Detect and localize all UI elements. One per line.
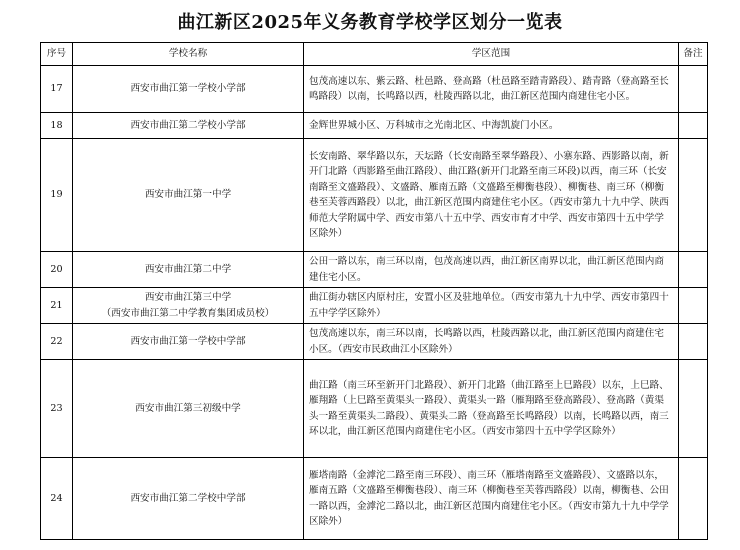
row-note	[679, 66, 708, 113]
row-no: 18	[41, 113, 73, 139]
row-no: 22	[41, 324, 73, 360]
row-no: 21	[41, 288, 73, 324]
row-area: 公田一路以东，南三环以南，包茂高速以西，曲江新区南界以北，曲江新区范围内商建住宅小区。	[304, 252, 679, 288]
row-no: 24	[41, 458, 73, 540]
row-area: 长安南路、翠华路以东，天坛路（长安南路至翠华路段）、小寨东路、西影路以南，新开门北路（西影路至曲江路段）、曲江路(新开门北路至南三环段)以西，南三环（长安南路至文盛路段）、文盛路、雁南五路（文盛路至柳衡巷段）、柳衡巷、南三环（柳衡巷至芙蓉西路段）以北，曲江新区范围内商建住宅小区。（西安市第九十九中学、陕西师范大学附属中学、西安市第八十五中学、西安市育才中学、西安市第四十五中学学区除外）	[304, 139, 679, 252]
row-area: 曲江街办辖区内原村庄，安置小区及驻地单位。（西安市第九十九中学、西安市第四十五中学学区除外）	[304, 288, 679, 324]
row-area: 包茂高速以东，南三环以南，长鸣路以西，杜陵西路以北，曲江新区范围内商建住宅小区。（西安市民政曲江小区除外）	[304, 324, 679, 360]
table-row	[41, 360, 708, 458]
document-title: 曲江新区2025年义务教育学校学区划分一览表	[177, 12, 563, 33]
row-note	[679, 113, 708, 139]
row-school: 西安市曲江第三中学	[144, 292, 232, 303]
row-school: 西安市曲江第一学校小学部	[73, 66, 304, 113]
table-row	[41, 66, 708, 113]
table-row	[41, 113, 708, 139]
row-no: 17	[41, 66, 73, 113]
header-area: 学区范围	[304, 43, 679, 66]
row-area: 包茂高速以东、紫云路、杜邑路、登高路（杜邑路至踏青路段）、踏青路（登高路至长鸣路段）以南，长鸣路以西，杜陵西路以北，曲江新区范围内商建住宅小区。	[304, 66, 679, 113]
row-school-affiliation: （西安市曲江第二中学教育集团成员校）	[101, 307, 275, 319]
table-row	[41, 324, 708, 360]
row-school-group	[73, 288, 304, 324]
row-school: 西安市曲江第二学校小学部	[73, 113, 304, 139]
row-school: 西安市曲江第三初级中学	[73, 360, 304, 458]
table-row	[41, 139, 708, 252]
row-school: 西安市曲江第二中学	[73, 252, 304, 288]
row-school: 西安市曲江第二学校中学部	[73, 458, 304, 540]
table-row	[41, 288, 708, 324]
row-note	[679, 288, 708, 324]
row-school: 西安市曲江第一学校中学部	[73, 324, 304, 360]
header-no: 序号	[41, 43, 73, 66]
table-row	[41, 458, 708, 540]
row-note	[679, 458, 708, 540]
row-note	[679, 324, 708, 360]
row-area: 雁塔南路（金滹沱二路至南三环段）、南三环（雁塔南路至文盛路段）、文盛路以东，雁南五路（文盛路至柳衡巷段）、南三环（柳衡巷至芙蓉西路段）以南，柳衡巷、公田一路以西，金滹沱二路以北，曲江新区范围内商建住宅小区。（西安市第九十九中学学区除外）	[304, 458, 679, 540]
school-district-table	[40, 42, 708, 540]
row-area: 金辉世界城小区、万科城市之光南北区、中海凯旋门小区。	[304, 113, 679, 139]
header-note: 备注	[679, 43, 708, 66]
table-header-row	[41, 43, 708, 66]
row-note	[679, 139, 708, 252]
header-school: 学校名称	[73, 43, 304, 66]
row-no: 20	[41, 252, 73, 288]
table-row	[41, 252, 708, 288]
row-note	[679, 252, 708, 288]
row-no: 23	[41, 360, 73, 458]
row-school: 西安市曲江第一中学	[73, 139, 304, 252]
row-note	[679, 360, 708, 458]
row-area: 曲江路（南三环至新开门北路段）、新开门北路（曲江路至上巳路段）以东，上巳路、雁翔路（上巳路至黄渠头一路段）、黄渠头一路（雁翔路至登高路段）、登高路（黄渠头一路至黄渠头二路段）、黄渠头二路（登高路至长鸣路段）以南，长鸣路以西，南三环以北，曲江新区范围内商建住宅小区。（西安市第四十五中学学区除外）	[304, 360, 679, 458]
row-no: 19	[41, 139, 73, 252]
